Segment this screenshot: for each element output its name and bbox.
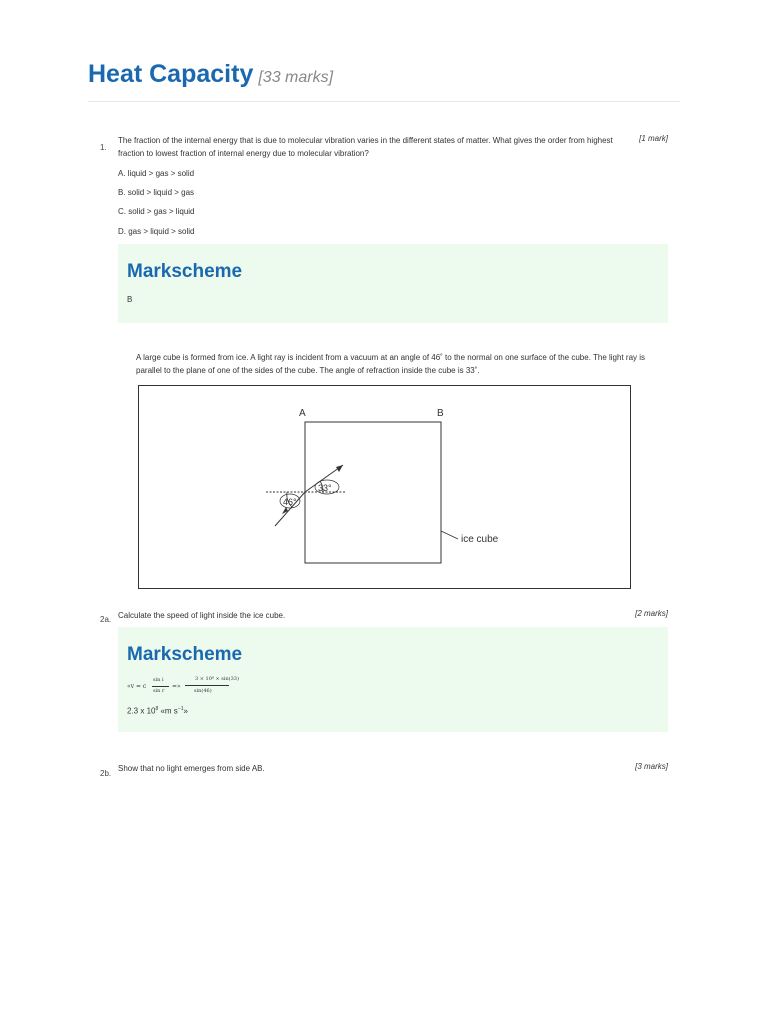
vertex-a-label: A (299, 408, 306, 419)
option-a: A. liquid > gas > solid (118, 169, 195, 178)
speed-formula (127, 675, 327, 699)
question-2b-text: Show that no light emerges from side AB. (118, 764, 265, 773)
question-2a-number: 2a. (100, 615, 112, 624)
fraction-2-denominator: sin(46) (194, 688, 212, 694)
fraction-2-bar (185, 685, 229, 686)
question-2b-number: 2b. (100, 769, 112, 778)
result-unit-exponent: −1 (177, 706, 184, 712)
result-exponent: 8 (155, 706, 159, 712)
question-2a-text: Calculate the speed of light inside the ice cube. (118, 611, 286, 620)
markscheme-1 (118, 244, 668, 323)
speed-result (127, 706, 188, 716)
ice-cube-diagram (138, 385, 631, 589)
page-title (88, 60, 333, 89)
markscheme-1-answer: B (127, 295, 133, 304)
ice-cube-label: ice cube (461, 534, 499, 545)
ice-cube-leader (441, 531, 458, 539)
option-b: B. solid > liquid > gas (118, 188, 195, 197)
result-unit: «m s (158, 706, 178, 716)
result-unit-close: » (183, 706, 188, 716)
fraction-1-numerator: sin i (153, 677, 164, 683)
fraction-1-denominator: sin r (153, 688, 165, 694)
title-divider (88, 101, 680, 102)
question-2-stem: A large cube is formed from ice. A light ray is incident from a vacuum at an angle of 46˚ to the normal on one surface of the cube. The light ray is parallel to the plane of one of the sides of the cube. The angle of refraction inside the cube is 33˚. (136, 353, 646, 375)
vertex-b-label: B (437, 408, 444, 419)
markscheme-2a-title: Markscheme (127, 644, 243, 665)
fraction-1-bar (152, 686, 169, 687)
total-marks: [33 marks] (258, 69, 334, 86)
markscheme-1-title: Markscheme (127, 261, 243, 282)
page-title-text: Heat Capacity (88, 60, 254, 88)
question-1-marks: [1 mark] (639, 134, 668, 143)
question-2b-marks: [3 marks] (635, 762, 668, 771)
option-c: C. solid > gas > liquid (118, 207, 195, 216)
refracted-arrow (336, 465, 343, 472)
option-d: D. gas > liquid > solid (118, 227, 195, 236)
question-1-text: The fraction of the internal energy that is due to molecular vibration varies in the different states of matter. What gives the order from highest fraction to lowest fraction of internal energy due to molecular vibration? (118, 136, 613, 158)
formula-equals: =» (172, 683, 181, 690)
incident-angle-label: 46° (283, 497, 297, 507)
question-2a-marks: [2 marks] (635, 609, 668, 618)
question-1-number: 1. (100, 143, 107, 152)
formula-lead: «v = c (127, 683, 147, 690)
refracted-angle-label: 33° (318, 483, 332, 493)
result-value: 2.3 x 10 (127, 706, 156, 716)
fraction-2-numerator: 3 × 10⁸ × sin(33) (195, 676, 239, 682)
